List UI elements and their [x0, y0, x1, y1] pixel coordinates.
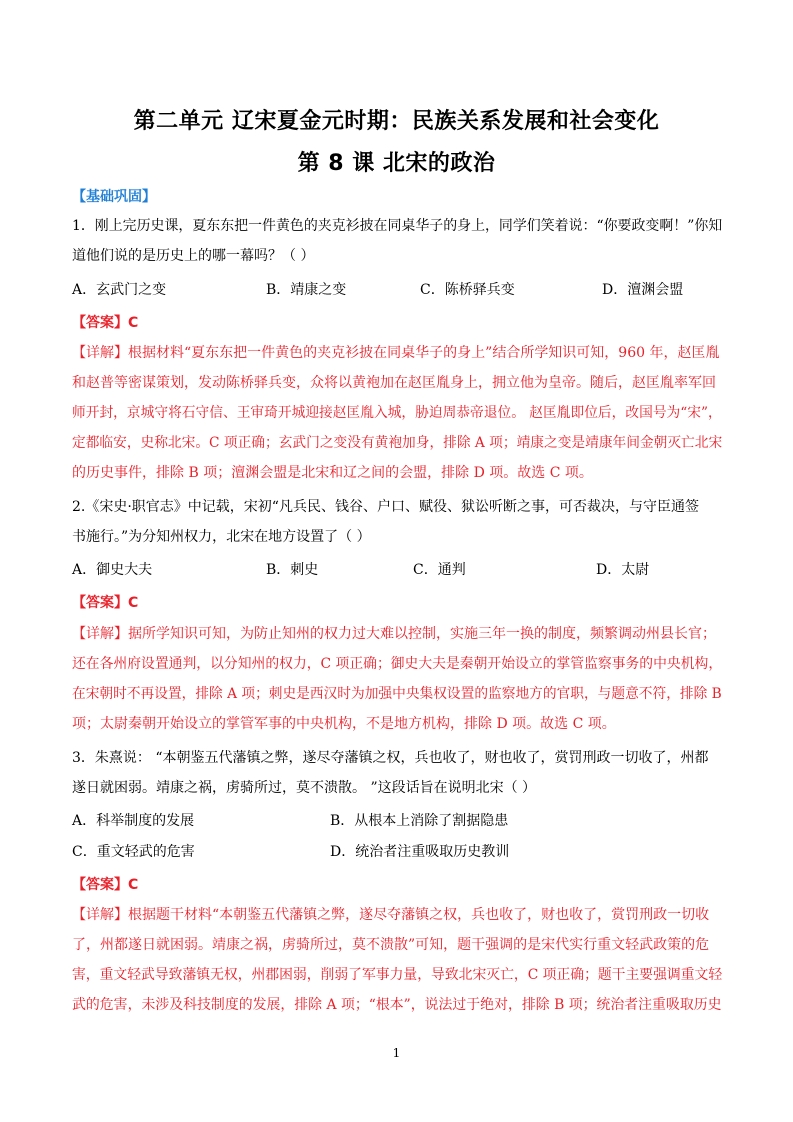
question-1-option-c: C．陈桥驿兵变 — [420, 282, 515, 298]
unit-title: 第二单元 辽宋夏金元时期：民族关系发展和社会变化 — [133, 109, 660, 134]
question-1-detail-line: 定都临安，史称北宋。C 项正确；玄武门之变没有黄袍加身，排除 A 项；靖康之变是靖康年间金朝灭亡北宋 — [72, 435, 723, 451]
question-1-stem-line-2: 道他们说的是历史上的哪一幕吗？（ ） — [72, 248, 315, 264]
question-1-detail-line: 【详解】根据材料“夏东东把一件黄色的夹克衫披在同桌华子的身上”结合所学知识可知，960 年，赵匡胤 — [72, 345, 720, 361]
question-3-detail-line: 了，州都遂日就困弱。靖康之祸，虏骑所过，莫不溃散”可知，题干强调的是宋代实行重文轻武政策的危 — [72, 937, 710, 953]
lesson-title: 第 8 课 北宋的政治 — [297, 151, 496, 176]
question-2-stem-line-1: 2.《宋史·职官志》中记载，宋初“凡兵民、钱谷、户口、赋役、狱讼听断之事，可否裁决，与守臣通签 — [72, 499, 699, 515]
question-1-detail-line: 师开封，京城守将石守信、王审琦开城迎接赵匡胤入城，胁迫周恭帝退位。 赵匡胤即位后，改国号为“宋”， — [72, 405, 722, 421]
question-3-option-d: D．统治者注重吸取历史教训 — [330, 844, 510, 860]
question-2-option-d: D．太尉 — [596, 562, 650, 578]
question-3-detail-line: 害，重文轻武导致藩镇无权，州郡困弱，削弱了军事力量，导致北宋灭亡，C 项正确；题干主要强调重文轻 — [72, 967, 723, 983]
question-2-option-b: B．刺史 — [266, 562, 319, 578]
question-2-option-a: A．御史大夫 — [72, 562, 153, 578]
question-1-option-b: B．靖康之变 — [266, 282, 347, 298]
question-3-answer: 【答案】C — [72, 877, 139, 893]
section-label: 【基础巩固】 — [72, 189, 156, 205]
question-1-option-d: D．澶渊会盟 — [602, 282, 684, 298]
question-2-option-c: C．通判 — [413, 562, 466, 578]
question-1-detail-line: 的历史事件，排除 B 项；澶渊会盟是北宋和辽之间的会盟，排除 D 项。故选 C 项。 — [72, 465, 593, 481]
question-1-answer: 【答案】C — [72, 315, 139, 331]
question-3-option-c: C．重文轻武的危害 — [72, 844, 195, 860]
question-3-detail-line: 【详解】根据题干材料“本朝鉴五代藩镇之弊，遂尽夺藩镇之权，兵也收了，财也收了，赏罚刑政一切收 — [72, 907, 710, 923]
question-1-stem-line-1: 1．刚上完历史课，夏东东把一件黄色的夹克衫披在同桌华子的身上，同学们笑着说：“你要政变啊！”你知 — [72, 218, 723, 234]
question-1-option-a: A．玄武门之变 — [72, 282, 167, 298]
question-3-option-a: A．科举制度的发展 — [72, 813, 195, 829]
question-1-detail-line: 和赵普等密谋策划，发动陈桥驿兵变，众将以黄袍加在赵匡胤身上，拥立他为皇帝。随后，赵匡胤率军回 — [72, 375, 716, 391]
question-2-detail-line: 【详解】据所学知识可知，为防止知州的权力过大难以控制，实施三年一换的制度，频繁调动州县长官； — [72, 626, 716, 642]
question-2-detail-line: 在宋朝时不再设置，排除 A 项；刺史是西汉时为加强中央集权设置的监察地方的官职，与题意不符，排除 B — [72, 686, 722, 702]
question-3-detail-line: 武的危害，未涉及科技制度的发展，排除 A 项；“根本”，说法过于绝对，排除 B 项；统治者注重吸取历史 — [72, 997, 722, 1013]
question-2-stem-line-2: 书施行。”为分知州权力，北宋在地方设置了（ ） — [72, 529, 371, 545]
page-number: 1 — [392, 1046, 401, 1060]
question-3-stem-line-1: 3．朱熹说： “本朝鉴五代藩镇之弊，遂尽夺藩镇之权，兵也收了，财也收了，赏罚刑政一切收了，州都 — [72, 750, 709, 766]
question-3-stem-line-2: 遂日就困弱。靖康之祸，虏骑所过，莫不溃散。 ”这段话旨在说明北宋（ ） — [72, 780, 537, 796]
question-2-detail-line: 项；太尉秦朝开始设立的掌管军事的中央机构，不是地方机构，排除 D 项。故选 C 项。 — [72, 716, 616, 732]
question-2-answer: 【答案】C — [72, 595, 139, 611]
question-2-detail-line: 还在各州府设置通判，以分知州的权力，C 项正确；御史大夫是秦朝开始设立的掌管监察事务的中央机构， — [72, 656, 723, 672]
question-3-option-b: B．从根本上消除了割据隐患 — [330, 813, 509, 829]
